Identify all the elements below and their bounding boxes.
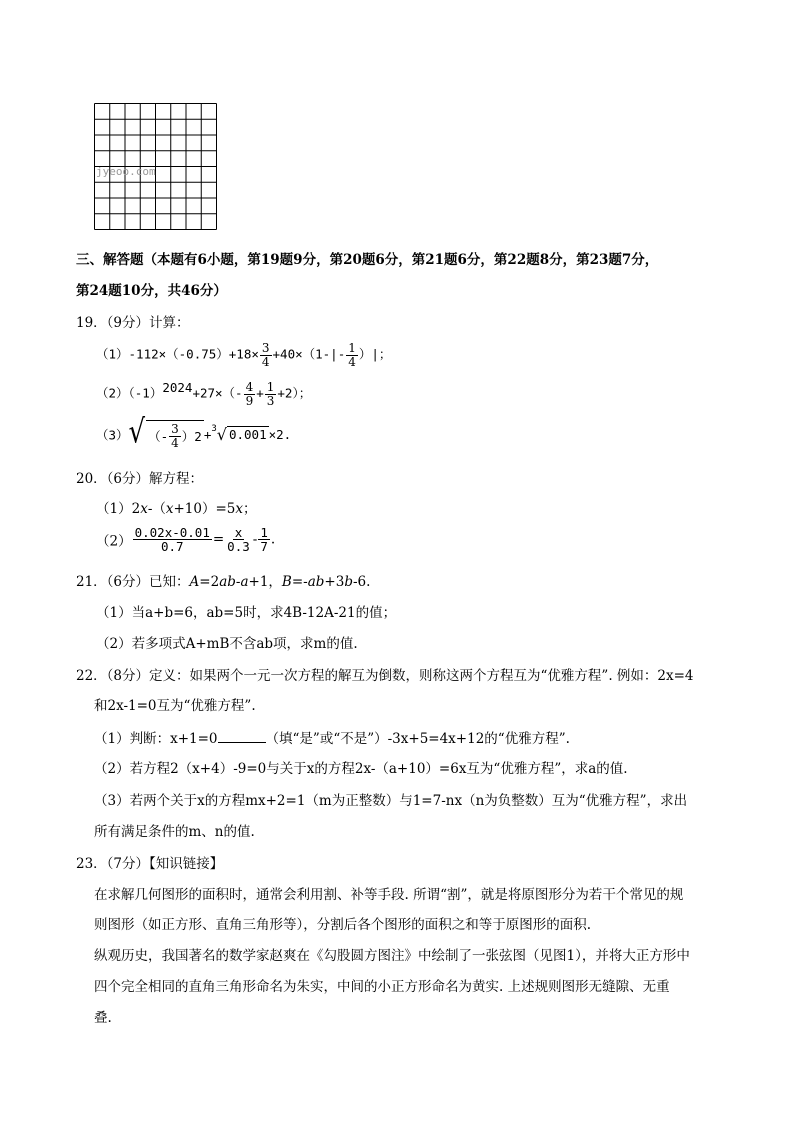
q20-p2-f1-den: 0.7 — [160, 539, 184, 555]
q21-h-B: B — [281, 574, 292, 590]
q20-p2-eq: = — [212, 531, 225, 548]
q21-h-d: +1， — [248, 574, 282, 590]
q22-line1: 22．（8分）定义：如果两个一元一次方程的解互为倒数，则称这两个方程互为“优雅方程”. 例如：2x=4 — [76, 668, 694, 684]
q19-p3-cbrt-body: 0.001 — [228, 426, 267, 442]
q22-p1-a: （1）判断：x+1=0 — [94, 731, 218, 747]
q21-part1: （1）当a+b=6，ab=5时，求4B-12A-21的值； — [96, 605, 397, 621]
q19-p1-f2-num: 1 — [348, 341, 356, 355]
q20-p2-f2-den: 0.3 — [227, 539, 250, 555]
watermark-text: jyeoo.com — [96, 165, 156, 178]
q20-part2 — [96, 526, 275, 553]
q19-part1 — [96, 342, 391, 368]
q20-p2-f2-num: x — [234, 525, 243, 540]
q21-h-a: 21．（6分）已知： — [76, 574, 190, 590]
q21-h-ab: ab — [219, 574, 236, 590]
q22-part2: （2）若方程2（x+4）-9=0与关于x的方程2x-（a+10）=6x互为“优雅方程”，求a的值. — [94, 761, 628, 777]
q21-header — [76, 570, 370, 590]
q21-h-a2: a — [240, 574, 249, 590]
q19-p3-end: ×2. — [268, 427, 292, 443]
q19-p3-cbrt: 3 √ 0.001 — [211, 423, 267, 444]
q22-part3-line2: 所有满足条件的m、n的值. — [94, 824, 255, 840]
q19-p1-text-a: （1）-112×（-0.75）+18× — [96, 346, 259, 362]
q23-para1-line2: 则图形（如正方形、直角三角形等），分割后各个图形的面积之和等于原图形的面积. — [94, 917, 592, 933]
q23-para2-line3: 叠. — [94, 1010, 112, 1026]
q19-p3-f-den: 4 — [171, 435, 179, 450]
q19-p2-exponent: 2024 — [162, 380, 193, 395]
q19-p3-plus: + — [203, 427, 212, 443]
q20-p2-fraction2 — [225, 526, 252, 553]
q22-p1-b: （填“是”或“不是”）-3x+5=4x+12的“优雅方程”. — [265, 731, 570, 747]
q19-p1-f1-num: 3 — [261, 341, 270, 355]
q19-p2-text-b: +27×（- — [192, 385, 243, 401]
q23-para2-line2: 四个完全相同的直角三角形命名为朱实，中间的小正方形命名为黄实. 上述规则图形无缝隙、无重 — [94, 979, 670, 995]
q19-p1-f1-den: 4 — [261, 354, 270, 369]
q22-p1-answer-blank[interactable] — [218, 730, 266, 743]
q19-p2-fraction1 — [244, 381, 256, 407]
q19-p1-text-b: +40×（1-|- — [272, 346, 346, 362]
q23-para2-line1: 纵观历史，我国著名的数学家赵爽在《勾股圆方图注》中绘制了一张弦图（见图1），并将大正方形中 — [94, 948, 690, 964]
q19-p2-f1-den: 9 — [245, 393, 254, 408]
q19-p2-fraction2 — [265, 381, 277, 407]
q19-p2-f2-num: 1 — [266, 379, 275, 394]
q20-p1-b: -（ — [147, 501, 166, 517]
q19-p1-fraction2 — [346, 342, 358, 368]
q20-p2-label: （2） — [96, 533, 132, 550]
q23-header: 23．（7分）【知识链接】 — [76, 856, 224, 872]
q19-p2-f2-den: 3 — [266, 393, 275, 408]
q19-p1-fraction1 — [260, 342, 272, 368]
q19-p2-text-c: + — [256, 385, 264, 401]
q19-p3-in-a: （- — [148, 429, 169, 445]
q19-p3-fraction — [169, 423, 181, 449]
q20-header: 20．（6分）解方程： — [76, 471, 204, 487]
q21-h-ab2: ab — [307, 574, 325, 590]
q20-p2-end: . — [270, 531, 276, 548]
q20-p1-a: （1）2 — [96, 501, 141, 517]
q19-p2-text-d: +2）； — [277, 385, 312, 401]
q19-part2 — [96, 380, 311, 407]
q19-p3-label: （3） — [96, 427, 129, 443]
q20-part1 — [96, 497, 257, 517]
q20-p2-fraction3 — [258, 526, 270, 553]
q19-p3-f-num: 3 — [171, 422, 179, 436]
q19-p2-text-a: （2）（-1） — [96, 385, 163, 401]
q19-part3 — [96, 413, 292, 452]
q20-p1-x2: x — [165, 501, 174, 517]
q23-para1-line1: 在求解几何图形的面积时，通常会利用割、补等手段. 所谓“割”，就是将原图形分为若干个常见的规 — [94, 887, 684, 903]
q21-h-b: =2 — [199, 574, 220, 590]
q20-p2-f1-num: 0.02x-0.01 — [134, 525, 210, 540]
q19-p1-text-c: ）|； — [358, 346, 392, 362]
q19-p3-cbrt-index: 3 — [211, 423, 217, 434]
q22-part1 — [94, 727, 570, 747]
q20-p2-f3-num: 1 — [260, 525, 268, 540]
q21-h-b2: b — [344, 574, 353, 590]
q21-h-c: - — [235, 574, 241, 590]
q20-p1-x3: x — [235, 501, 244, 517]
q22-line2: 和2x-1=0互为“优雅方程”. — [94, 698, 256, 714]
section-heading-line1: 三、解答题（本题有6小题，第19题9分，第20题6分，第21题6分，第22题8分，第23题7分， — [76, 252, 659, 268]
q19-p2-f1-num: 4 — [245, 379, 254, 394]
q20-p1-x1: x — [140, 501, 148, 517]
q22-part3-line1: （3）若两个关于x的方程mx+2=1（m为正整数）与1=7-nx（n为负整数）互为“优雅方程”，求出 — [94, 793, 688, 809]
q21-h-e: =- — [291, 574, 308, 590]
q19-p3-in-b: ） — [181, 429, 195, 445]
q20-p2-f3-den: 7 — [260, 539, 268, 555]
q20-p1-d: ； — [243, 501, 257, 517]
q20-p2-minus: - — [252, 531, 258, 548]
q21-h-g: -6. — [352, 574, 371, 590]
q21-h-f: +3 — [324, 574, 345, 590]
q19-p3-square: 2 — [194, 428, 202, 444]
q21-part2: （2）若多项式A+mB不含ab项，求m的值. — [96, 636, 358, 652]
q21-h-A: A — [189, 574, 200, 590]
section-heading-line2: 第24题10分，共46分） — [76, 283, 227, 299]
q19-p3-sqrt: √ （- $\frac{3}{4}$ ） 2 — [128, 413, 202, 452]
q20-p1-c: +10）=5 — [173, 501, 236, 517]
q20-p2-fraction1 — [133, 526, 212, 553]
q19-header: 19．（9分）计算： — [76, 315, 190, 331]
q19-p1-f2-den: 4 — [348, 354, 356, 369]
